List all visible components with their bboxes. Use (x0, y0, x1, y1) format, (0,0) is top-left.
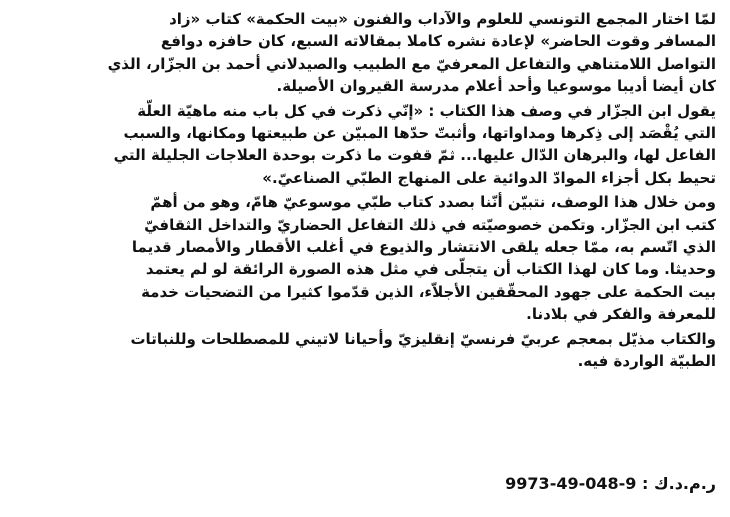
text-line: كتب ابن الجزّار. وتكمن خصوصيّته في ذلك التفاعل الحضاريّ والتداخل الثقافيّ (144, 215, 716, 234)
text-line: لمّا اختار المجمع التونسي للعلوم والآداب والفنون «بيت الحكمة» كتاب «زاد (169, 10, 716, 28)
text-line: الطبيّة الواردة فيه. (577, 352, 716, 371)
text-line: المسافر وقوت الحاضر» لإعادة نشره كاملا بمقالاته السبع، كان حافزه دوافع (160, 32, 716, 51)
text-line: التواصل اللامتناهي والتفاعل المعرفيّ مع الطبيب والصيدلاني أحمد بن الجزّار، الذي (107, 54, 716, 73)
text-line: للمعرفة والفكر في بلادنا. (526, 305, 716, 324)
paragraph-quote (14, 100, 716, 190)
text-line: كان أيضا أديبا موسوعيا وأحد أعلام مدرسة القيروان الأصيلة. (276, 77, 716, 96)
text-line: ومن خلال هذا الوصف، نتبيّن أنّنا بصدد كتاب طبّي موسوعيّ هامّ، وهو من أهمّ (150, 193, 716, 212)
text-line: والكتاب مذيّل بمعجم عربيّ فرنسيّ إنقليزيّ وأحيانا لاتيني للمصطلحات وللنباتات (130, 329, 716, 348)
isbn-line (505, 474, 716, 493)
text-line: الذي اتّسم به، ممّا جعله يلقى الانتشار والذيوع في أغلب الأقطار والأمصار قديما (131, 238, 716, 257)
text-line: الفاعل لها، والبرهان الدّال عليها... ثمّ قفوت ما ذكرت بوحدة العلاجات الجليلة التي (113, 146, 716, 165)
isbn-number: 9973-49-048-9 (505, 474, 637, 493)
text-line: يقول ابن الجزّار في وصف هذا الكتاب : «إنّي ذكرت في كل باب منه ماهيّة العلّة (137, 101, 716, 120)
text-line: التي يُقْصَد إلى ذِكرها ومداواتها، وأثبتّ حدّها المبيّن عن طبيعتها ومكانها، والسبب (123, 124, 716, 143)
isbn-label: ر.م.د.ك : (641, 474, 716, 493)
text-line: وحديثا. وما كان لهذا الكتاب أن يتجلّى في مثل هذه الصورة الرائقة لو لم يعتمد (145, 260, 716, 279)
paragraph-intro (14, 8, 716, 98)
paragraph-glossary (14, 328, 716, 373)
text-line: تحيط بكل أجزاء الموادّ الدوائية على المنهاج الطبّي الصناعيّ.» (262, 168, 716, 187)
text-line: بيت الحكمة على جهود المحقّقين الأجلاّء، الذين قدّموا كثيرا من التضحيات خدمة (141, 282, 716, 301)
paragraph-analysis (14, 191, 716, 325)
